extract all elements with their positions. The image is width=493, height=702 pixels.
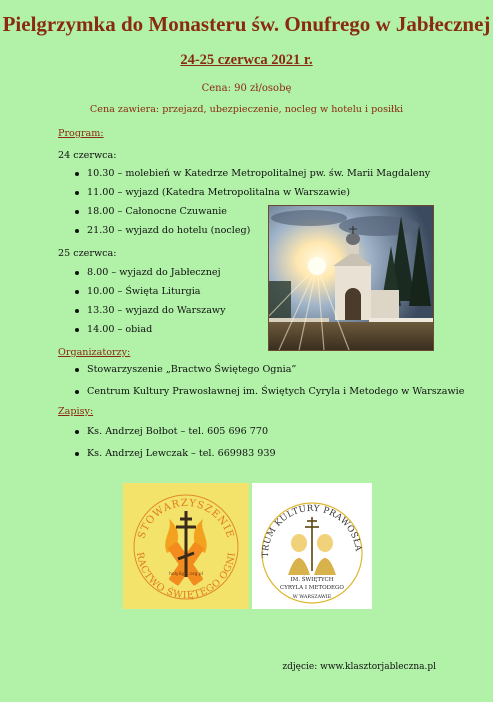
list-item: Centrum Kultury Prawosławnej im. Świętych Cyryla i Metodego w Warszawie — [70, 381, 464, 403]
day2-label: 25 czerwca: — [58, 248, 117, 259]
price-text: Cena: 90 zł/osobę — [201, 83, 292, 94]
event-date: 24-25 czerwca 2021 r. — [180, 52, 313, 68]
logo-left-top-arc: STOWARZYSZENIE — [136, 497, 236, 541]
list-item: Ks. Andrzej Lewczak – tel. 669983 939 — [70, 443, 276, 465]
price-includes-text: Cena zawiera: przejazd, ubezpieczenie, nocleg w hotelu i posiłki — [89, 104, 404, 115]
logo-left-url: holylight.org.pl — [169, 572, 203, 577]
list-item: 14.00 – obiad — [70, 320, 226, 339]
signup-heading: Zapisy: — [58, 406, 94, 417]
list-item: 18.00 – Całonocne Czuwanie — [70, 202, 430, 221]
bractwo-logo — [123, 483, 249, 609]
logo-right-arc: TRUM KULTURY PRAWOSŁA — [260, 503, 363, 558]
organizers-list — [70, 359, 464, 403]
list-item: Stowarzyszenie „Bractwo Świętego Ognia” — [70, 359, 464, 381]
logo-right-line1: IM. ŚWIĘTYCH — [290, 577, 334, 583]
centrum-kultury-logo — [252, 483, 372, 609]
list-item: 8.00 – wyjazd do Jabłecznej — [70, 263, 226, 282]
day1-label: 24 czerwca: — [58, 150, 117, 161]
logo-right-line2: CYRYLA I METODEGO — [280, 585, 344, 591]
list-item: 13.30 – wyjazd do Warszawy — [70, 301, 226, 320]
monastery-photo — [268, 205, 434, 351]
list-item: 10.30 – molebień w Katedrze Metropolitalnej pw. św. Marii Magdaleny — [70, 164, 430, 183]
svg-text:BRACTWO ŚWIĘTEGO OGNIA — [123, 483, 238, 601]
list-item: 21.30 – wyjazd do hotelu (nocleg) — [70, 221, 430, 240]
signup-list — [70, 421, 276, 465]
day2-schedule-list — [70, 263, 226, 339]
logo-right-line3: W WARSZAWIE — [292, 595, 332, 600]
organizers-heading: Organizatorzy: — [58, 347, 131, 358]
program-heading: Program: — [58, 128, 104, 139]
page-title: Pielgrzymka do Monasteru św. Onufrego w Jabłecznej — [2, 12, 491, 36]
list-item: Ks. Andrzej Bołbot – tel. 605 696 770 — [70, 421, 276, 443]
list-item: 11.00 – wyjazd (Katedra Metropolitalna w Warszawie) — [70, 183, 430, 202]
cross-icon — [305, 517, 319, 571]
logo-left-bottom-arc: RACTWO ŚWIĘTEGO OGNI — [134, 551, 238, 602]
photo-credit: zdjęcie: www.klasztorjableczna.pl — [282, 662, 436, 672]
list-item: 10.00 – Święta Liturgia — [70, 282, 226, 301]
